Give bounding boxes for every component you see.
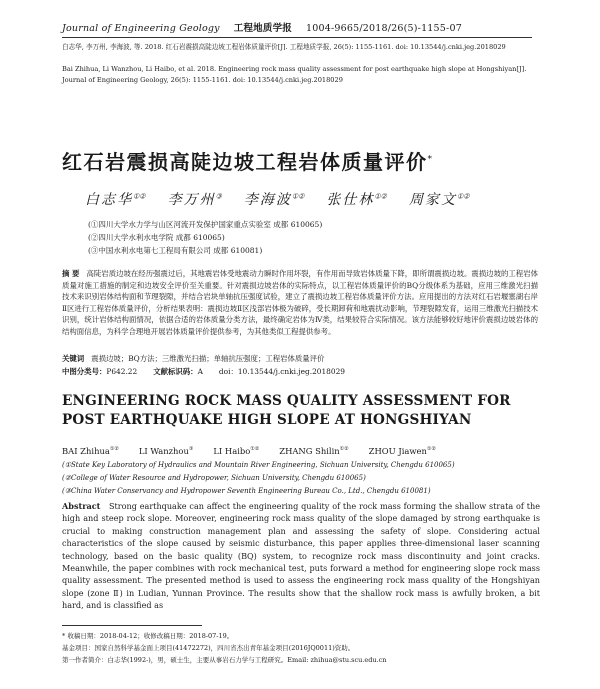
affiliation-en: (①State Key Laboratory of Hydraulics and Mountain River Engineering, Sichuan University, Chengdu 610065) — [62, 461, 455, 469]
document-code: 文献标识码：A — [153, 367, 203, 376]
author-cn: 张仕林①② — [326, 192, 387, 208]
affiliation-cn: (②四川大学水利水电学院 成都 610065) — [88, 233, 225, 242]
footnote-funding: 基金项目：国家自然科学基金面上项目(41472272)，四川省杰出青年基金项目(2016JQ0011)资助。 — [62, 644, 355, 652]
abstract-cn-text: 高陡岩质边坡在经历强震过后，其地震岩体受地震动力瞬时作用坏裂，有作用而导致岩体质量下降，即所谓震损边坡。震损边坡的工程岩体质量对施工措施的制定和边坡安全评价至关重要。针对震损边坡岩体的实际特点，以工程岩体质量评价的BQ分级体系为基础，应用三维激光扫描技术来识别岩体结构面和节理裂隙，并结合岩块单轴抗压强度试验，建立了震损边坡工程岩体质量评价方法。应用提出的方法对红石岩堰塞湖右岸Ⅱ区进行工程岩体质量评价，分析结果表明：震损边坡Ⅱ区浅部岩体极为破碎，受长期卸荷和地震扰动影响，节理裂隙发育，运用三维激光扫描技术识别，统计岩体结构面情况，依据合适的岩体质量分类方法，最终确定岩体为Ⅳ类，结果较符合实际情况。该方法能够较好地评价震损边坡岩体的结构面信息，为科学合理地开展岩体质量评价提供参考，为其他类似工程提供参考。 — [62, 269, 538, 336]
author-en: ZHOU Jiawen①② — [368, 446, 436, 456]
abstract-cn-label: 摘 要 — [62, 269, 80, 278]
author-cn: 李海波①② — [243, 192, 305, 208]
abstract-en-text: Strong earthquake can affect the engineering quality of the rock mass forming the shallow strata of the high and steep rock slope. Moreover, engineering rock mass quality of the slope damaged by strong earthquake is crucial to making construction management plan and assessing the safety of slope. Considering actual characteristics of the slope caused by seismic disturbance, this paper applies three-dimensional laser scanning technology, based on the basic quality (BQ) system, to recognize rock mass discontinuity and joint cracks. Meanwhile, the paper combines with rock mechanical test, puts forward a method for engineering slope rock mass quality assessment. The presented method is used to assess the engineering rock mass quality of the Hongshiyan slope (zone Ⅱ) in Ludian, Yunnan Province. The results show that the shallow rock mass is awfully broken, a bit hard, and is classified as — [62, 501, 540, 611]
affiliation-cn: (①四川大学水力学与山区河流开发保护国家重点实验室 成都 610065) — [88, 220, 323, 229]
title-footnote-mark: * — [427, 154, 434, 165]
doi: doi：10.13544/j.cnki.jeg.2018029 — [218, 367, 345, 376]
author-en: LI Haibo①② — [213, 446, 260, 456]
journal-name-cn: 工程地质学报 — [233, 23, 292, 34]
affiliation-en: (③China Water Conservancy and Hydropower Seventh Engineering Bureau Co., Ltd., Chengdu 610081) — [62, 487, 431, 495]
author-cn: 白志华①② — [85, 192, 146, 208]
keywords-cn-label: 关键词 — [62, 354, 85, 363]
clc-number: 中图分类号：P642.22 — [62, 367, 138, 376]
abstract-en-label: Abstract — [62, 501, 101, 511]
abstract-cn — [62, 268, 538, 338]
keywords-cn — [62, 353, 538, 364]
title-cn — [62, 146, 540, 175]
title-en: ENGINEERING ROCK MASS QUALITY ASSESSMENT FOR POST EARTHQUAKE HIGH SLOPE AT HONGSHIYAN — [62, 393, 511, 428]
citation-cn: 白志华, 李万州, 李海波, 等. 2018. 红石岩震损高陡边坡工程岩体质量评价[J]. 工程地质学报, 26(5): 1155-1161. doi: 10.13544/j.cnki.jeg.2018029 — [62, 43, 506, 51]
authors-cn — [85, 189, 545, 209]
keywords-cn-text: 震损边坡；BQ方法；三维激光扫描；单轴抗压强度；工程岩体质量评价 — [91, 354, 325, 363]
affiliation-en: (②College of Water Resource and Hydropower, Sichuan University, Chengdu 610065) — [62, 474, 366, 482]
footnote-divider — [62, 625, 202, 626]
affiliation-cn: (③中国水利水电第七工程局有限公司 成都 610081) — [88, 246, 263, 255]
classification-line — [62, 366, 538, 377]
title-cn-text: 红石岩震损高陡边坡工程岩体质量评价 — [62, 150, 428, 174]
citation-en: Bai Zhihua, Li Wanzhou, Li Haibo, et al. 2018. Engineering rock mass quality assessment for post earthquake high slope at Hongshiyan[J]. Journal of Engineering Geology, 26(5): 1155-1161. doi: 10.13544/j.cnki.jeg.2018029 — [62, 65, 527, 84]
footnote-received: * 收稿日期：2018-04-12；收修改稿日期：2018-07-19。 — [62, 632, 234, 640]
authors-en — [62, 446, 538, 456]
author-cn: 周家文①② — [408, 192, 470, 208]
journal-header — [62, 20, 532, 38]
footnote-first-author: 第一作者简介：白志华(1992-)，男，硕士生，主要从事岩石力学与工程研究。Email: zhihua@stu.scu.edu.cn — [62, 656, 387, 664]
author-cn: 李万州③ — [167, 192, 222, 208]
author-en: LI Wanzhou③ — [138, 446, 194, 456]
issn-reference: 1004-9665/2018/26(5)-1155-07 — [305, 23, 462, 34]
author-en: ZHANG Shilin①② — [279, 446, 349, 456]
journal-name-en: Journal of Engineering Geology — [62, 23, 220, 34]
abstract-en — [62, 500, 540, 612]
footnotes — [62, 630, 540, 666]
author-en: BAI Zhihua①② — [62, 446, 119, 456]
